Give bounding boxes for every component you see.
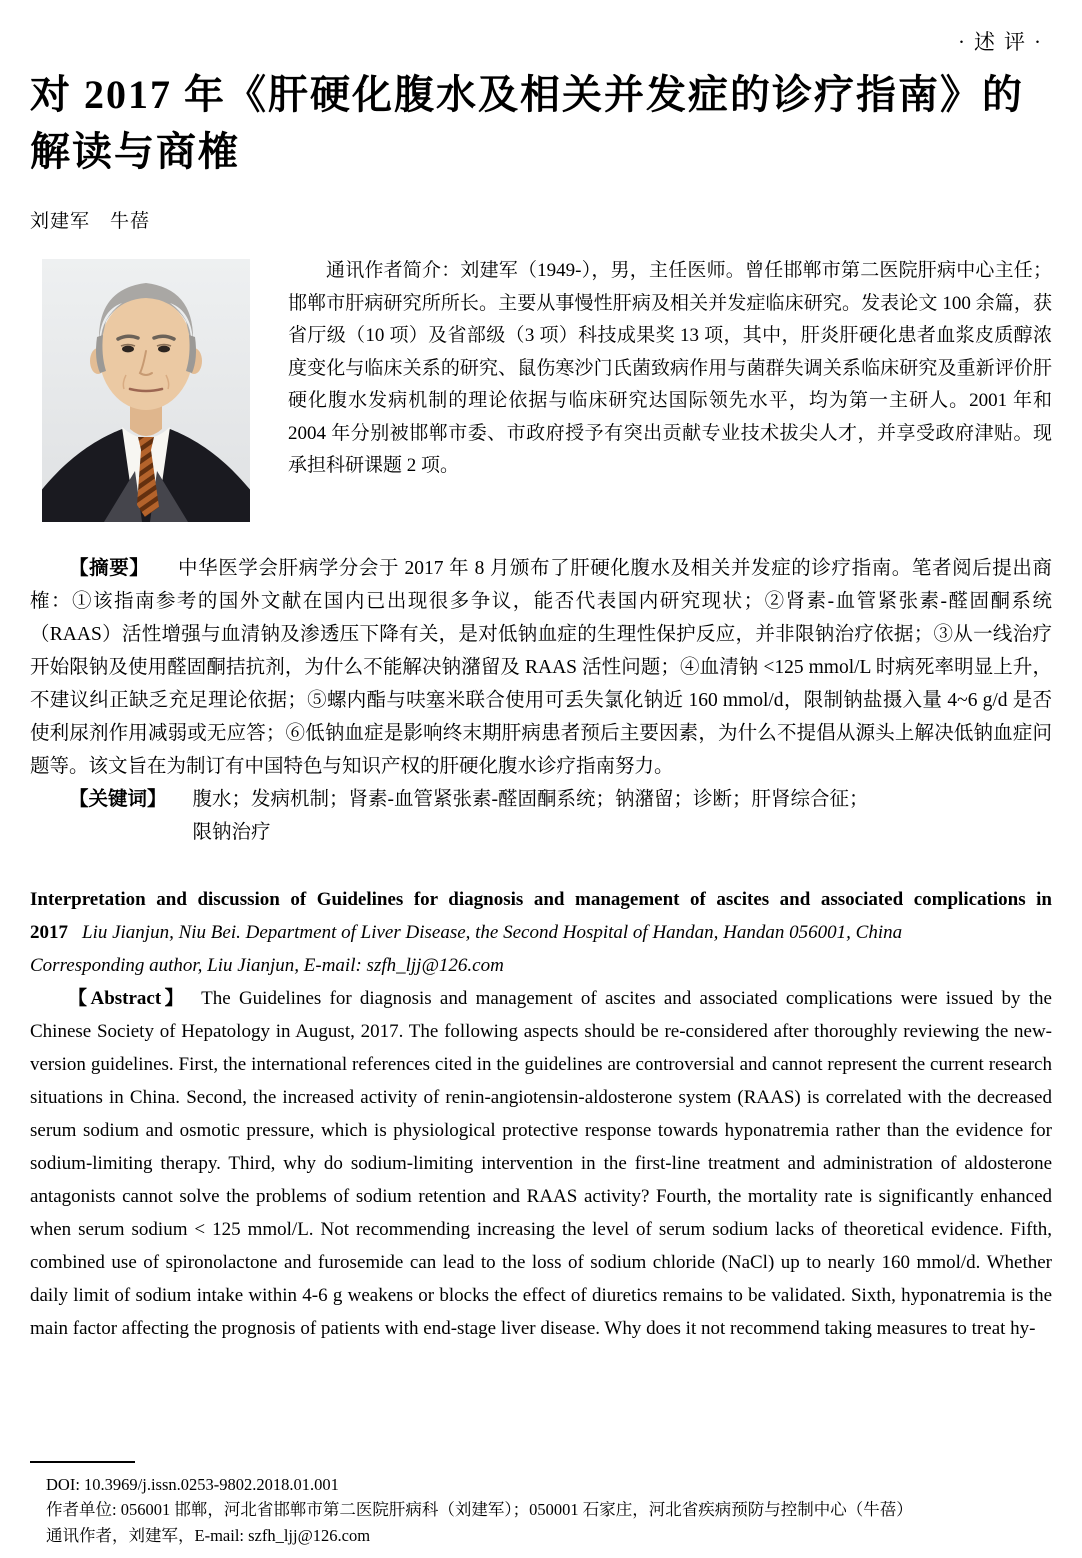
- keywords-row: [30, 783, 1052, 849]
- english-corresponding: Corresponding author, Liu Jianjun, E-mail: szfh_ljj@126.com: [30, 955, 504, 976]
- abstract-cn-text: 中华医学会肝病学分会于 2017 年 8 月颁布了肝硬化腹水及相关并发症的诊疗指南。笔者阅后提出商榷：①该指南参考的国外文献在国内已出现很多争议，能否代表国内研究现状；②肾素-血管紧张素-醛固酮系统（RAAS）活性增强与血清钠及渗透压下降有关，是对低钠血症的生理性保护反应，并非限钠治疗依据；③从一线治疗开始限钠及使用醛固酮拮抗剂，为什么不能解决钠潴留及 RAAS 活性问题；④血清钠 <125 mmol/L 时病死率明显上升，不建议纠正缺乏充足理论依据；⑤螺内酯与呋塞米联合使用可丢失氯化钠近 160 mmol/d，限制钠盐摄入量 4~6 g/d 是否使利尿剂作用减弱或无应答；⑥低钠血症是影响终末期肝病患者预后主要因素，为什么不提倡从源头上解决低钠血症问题等。该文旨在为制订有中国特色与知识产权的肝硬化腹水诊疗指南努力。: [30, 558, 1052, 777]
- english-title: Interpretation and discussion of Guidelines for diagnosis and management of ascites and associated complications in 2017: [30, 889, 1052, 943]
- abstract-cn-label: 【摘要】: [69, 558, 150, 579]
- article-title: 对 2017 年《肝硬化腹水及相关并发症的诊疗指南》的解读与商榷: [30, 72, 1024, 174]
- english-block: [30, 883, 1052, 1345]
- keywords-line-2: 限钠治疗: [192, 822, 271, 843]
- article-authors: 刘建军 牛蓓: [30, 211, 151, 232]
- abstract-en-text: The Guidelines for diagnosis and management of ascites and associated complications were issued by the Chinese Society of Hepatology in August, 2017. The following aspects should be re-considered after thoroughly reviewing the new-version guidelines. First, the international references cited in the guidelines are controversial and cannot represent the current research situations in China. Second, the increased activity of renin-angiotensin-aldosterone system (RAAS) is correlated with the decreased serum sodium and osmotic pressure, which is physiological protective response towards hyponatremia rather than the evidence for sodium-limiting therapy. Third, why do sodium-limiting intervention in the first-line treatment and administration of aldosterone antagonists cannot solve the problems of sodium retention and RAAS activity? Fourth, the mortality rate is significantly enhanced when serum sodium < 125 mmol/L. Not recommending increasing the level of serum sodium lacks of theoretical evidence. Fifth, combined use of spironolactone and furosemide can lead to the loss of sodium chloride (NaCl) up to nearly 160 mmol/d. Whether daily limit of sodium intake within 4-6 g weakens or blocks the effect of diuretics remains to be validated. Sixth, hyponatremia is the main factor affecting the prognosis of patients with end-stage liver disease. Why does it not recommend taking measures to treat hy-: [30, 988, 1052, 1339]
- author-bio-block: [30, 255, 1052, 526]
- abstract-en: [30, 982, 1052, 1345]
- author-bio-text: 通讯作者简介：刘建军（1949-），男，主任医师。曾任邯郸市第二医院肝病中心主任；邯郸市肝病研究所所长。主要从事慢性肝病及相关并发症临床研究。发表论文 100 余篇，获省厅级（10 项）及省部级（3 项）科技成果奖 13 项，其中，肝炎肝硬化患者血浆皮质醇浓度变化与临床关系的研究、鼠伤寒沙门氏菌致病作用与菌群失调关系临床研究及重新评价肝硬化腹水发病机制的理论依据与临床研究达国际领先水平，均为第一主研人。2001 年和 2004 年分别被邯郸市委、市政府授予有突出贡献专业技术拔尖人才，并享受政府津贴。现承担科研课题 2 项。: [288, 260, 1052, 476]
- keywords: [193, 783, 869, 849]
- column-mark: ·述评·: [958, 30, 1050, 54]
- keywords-label: 【关键词】: [69, 789, 167, 810]
- keywords-line-1: 腹水；发病机制；肾素-血管紧张素-醛固酮系统；钠潴留；诊断；肝肾综合征；: [192, 789, 869, 810]
- abstract-en-label: 【Abstract】: [68, 988, 188, 1009]
- author-photo: [42, 259, 250, 522]
- correspondence-line: 通讯作者，刘建军，E-mail: szfh_ljj@126.com: [46, 1525, 371, 1545]
- doi-line: DOI: 10.3969/j.issn.0253-9802.2018.01.001: [46, 1474, 339, 1494]
- english-byline: Liu Jianjun, Niu Bei. Department of Liver Disease, the Second Hospital of Handan, Handan 056001, China: [82, 922, 903, 943]
- footnote-divider: [30, 1461, 135, 1463]
- english-title-paragraph: [30, 883, 1052, 949]
- footnote: [30, 1453, 1052, 1549]
- abstract-cn: [30, 552, 1052, 783]
- affiliation-line: 作者单位: 056001 邯郸，河北省邯郸市第二医院肝病科（刘建军）；050001 石家庄，河北省疾病预防与控制中心（牛蓓）: [46, 1500, 913, 1519]
